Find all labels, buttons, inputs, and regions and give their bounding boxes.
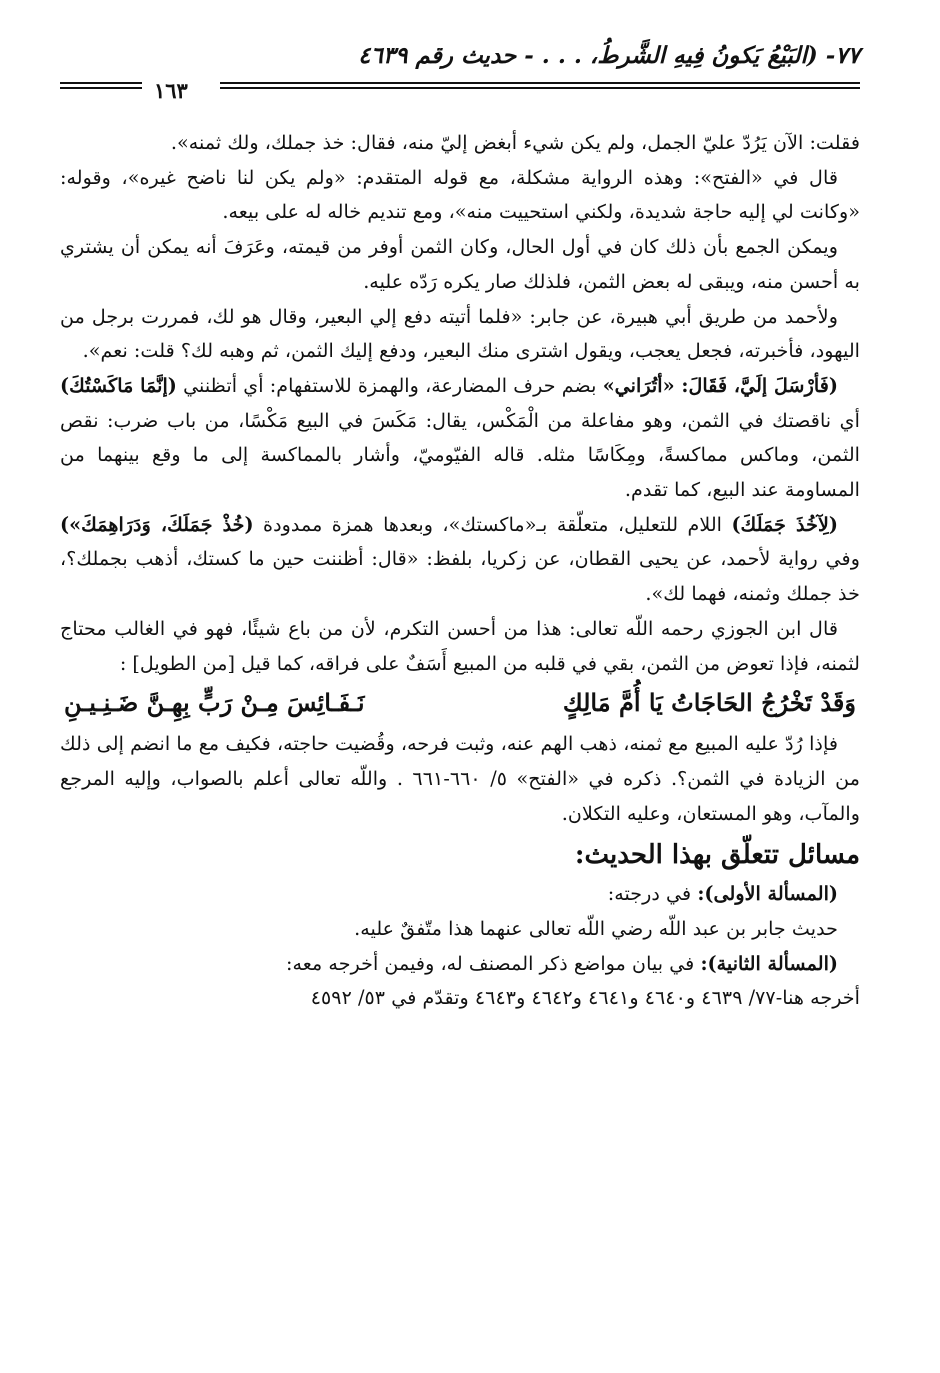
commentary-text: بضم حرف المضارعة، والهمزة للاستفهام: أي أتظنني [176, 373, 603, 397]
verse-first-hemistich: وَقَدْ تَخْرُجُ الحَاجَاتُ يَا أُمَّ مَالِكٍ [562, 688, 856, 718]
commentary-text: وفي رواية لأحمد، عن يحيى القطان، عن زكريا، بلفظ: «قال: أظننت حين ما كستك، أذهب بجملك؟، خذ جملك وثمنه، فهما لك». [60, 547, 860, 606]
issue-label: (المسألة الثانية): [700, 951, 838, 975]
commentary-text: اللام للتعليل، متعلّقة بـ«ماكستك»، وبعدها همزة ممدودة [253, 512, 732, 536]
paragraph: قال ابن الجوزي رحمه اللّه تعالى: هذا من أحسن التكرم، لأن من باع شيئًا، فهو في الغالب محتاج لثمنه، فإذا تعوض من الثمن، بقي في قلبه من المبيع أَسَفٌ على فراقه، كما قيل [من الطويل] : [60, 616, 860, 675]
issue-heading [60, 877, 860, 912]
quoted-hadith-phrase: (فَأرْسَلَ إلَيَّ، فَقَالَ: «أتُرَاني» [602, 373, 838, 397]
page-header [60, 42, 860, 103]
paragraph: ولأحمد من طريق أبي هبيرة، عن جابر: «فلما أتيته دفع إلي البعير، وقال هو لك، فمررت برجل من اليهود، فأخبرته، فجعل يعجب، ويقول اشترى منك البعير، ودفع إليك الثمن، ثم وهبه لك؟ قلت: نعم». [60, 304, 860, 363]
issue-body: أخرجه هنا-٧٧/ ٤٦٣٩ و٤٦٤٠ و٤٦٤١ و٤٦٤٢ و٤٦٤٣ وتقدّم في ٥٣/ ٤٥٩٢ [310, 986, 860, 1010]
paragraph: فإذا رُدّ عليه المبيع مع ثمنه، ذهب الهم عنه، وثبت فرحه، وقُضيت حاجته، فكيف مع ما انضم إلى ذلك من الزيادة في الثمن؟. ذكره في «الفتح» ٥/ ٦٦٠-٦٦١ . واللّه تعالى أعلم بالصواب، وإليه المرجع والمآب، وهو المستعان، وعليه التكلان. [60, 732, 860, 825]
issue-label: (المسألة الأولى): [697, 882, 838, 906]
section-heading: مسائل تتعلّق بهذا الحديث: [574, 840, 860, 871]
quoted-hadith-phrase: (إنَّمَا مَاكَسْتُكَ) [60, 373, 177, 397]
commentary-text: أي ناقصتك في الثمن، وهو مفاعلة من الْمَكْس، يقال: مَكَسَ في البيع مَكْسًا، من باب ضرب: نقص الثمن، وماكس مماكسةً، ومِكَاسًا مثله. قاله الفيّوميّ، وأشار بالمماكسة إلى ما وقع بينهما من المساومة عند البيع، كما تقدم. [60, 408, 860, 502]
page-number: ١٦٣ [154, 78, 188, 103]
paragraph-commentary [60, 369, 860, 508]
issue-body: حديث جابر بن عبد اللّه رضي اللّه تعالى عنهما هذا متّفقٌ عليه. [354, 917, 838, 941]
body-text [60, 126, 860, 1016]
paragraph: قال في «الفتح»: وهذه الرواية مشكلة، مع قوله المتقدم: «ولم يكن لنا ناضح غيره»، وقوله: «وكانت لي إليه حاجة شديدة، ولكني استحييت منه»، ومع تنديم خاله له على بيعه. [60, 165, 860, 224]
paragraph: فقلت: الآن يَرُدّ عليّ الجمل، ولم يكن شيء أبغض إليّ منه، فقال: خذ جملك، ولك ثمنه». [170, 131, 860, 154]
verse-second-hemistich: نَـفَـائِسَ مِـنْ رَبٍّ بِهِـنَّ ضَـنِـيـنِ [64, 688, 365, 718]
quoted-hadith-phrase: (خُذْ جَمَلَكَ، وَدَرَاهِمَكَ») [60, 512, 254, 536]
paragraph: ويمكن الجمع بأن ذلك كان في أول الحال، وكان الثمن أوفر من قيمته، وعَرَفَ أنه يمكن أن يشتري به أحسن منه، ويبقى له بعض الثمن، فلذلك صار يكره رَدّه عليه. [60, 235, 860, 293]
issue-text: في بيان مواضع ذكر المصنف له، وفيمن أخرجه معه: [286, 951, 701, 975]
page-number-block [60, 70, 220, 103]
document-page [60, 42, 860, 1016]
header-double-rule [220, 82, 860, 89]
issue-heading [60, 947, 860, 982]
poetry-verse [60, 683, 860, 723]
running-title: ٧٧- (البَيْعُ يَكونُ فِيهِ الشَّرطُ، . . . - حديث رقم ٤٦٣٩ [358, 42, 860, 69]
quoted-hadith-phrase: (لِآخُذَ جَمَلَكَ) [731, 512, 838, 536]
page-number-rule [60, 82, 142, 89]
issue-text: في درجته: [607, 882, 698, 906]
paragraph-commentary [60, 508, 860, 612]
